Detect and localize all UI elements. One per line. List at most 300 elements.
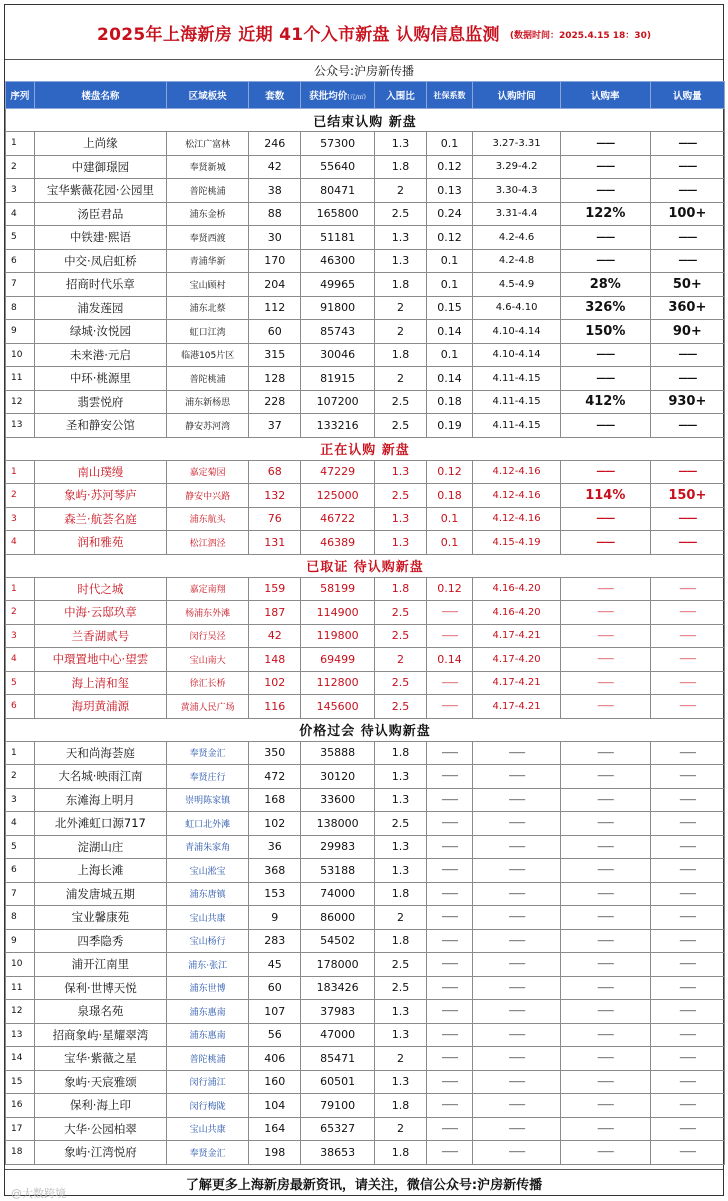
col-header-ratio: 入围比 <box>375 82 427 109</box>
cell-units: 116 <box>249 695 301 719</box>
cell-name: 四季隐秀 <box>34 929 166 953</box>
page-title: 2025年上海新房 近期 41个入市新盘 认购信息监测 <box>97 24 500 45</box>
cell-name: 保利·世博天悦 <box>34 976 166 1000</box>
cell-time: 4.11-4.15 <box>473 414 561 438</box>
table-row <box>6 367 725 391</box>
cell-units: 42 <box>249 155 301 179</box>
cell-seq: 15 <box>6 1070 35 1094</box>
cell-seq: 5 <box>6 835 35 859</box>
cell-seq: 11 <box>6 367 35 391</box>
cell-time: 3.31-4.4 <box>473 202 561 226</box>
cell-units: 472 <box>249 765 301 789</box>
cell-coef: —— <box>426 882 472 906</box>
cell-amount: —— <box>650 835 724 859</box>
table-row <box>6 671 725 695</box>
section-header-row <box>6 554 725 577</box>
cell-name: 时代之城 <box>34 577 166 601</box>
table-row <box>6 179 725 203</box>
price-header-label: 获批均价 <box>309 91 348 102</box>
cell-coef: —— <box>426 1047 472 1071</box>
cell-time: 4.17-4.20 <box>473 648 561 672</box>
table-row <box>6 1117 725 1141</box>
cell-name: 海玥黄浦源 <box>34 695 166 719</box>
cell-name: 象屿·天宸雅颂 <box>34 1070 166 1094</box>
cell-name: 宝华紫薇花园·公园里 <box>34 179 166 203</box>
cell-ratio: 1.3 <box>375 859 427 883</box>
section-title: 价格过会 待认购新盘 <box>6 718 725 741</box>
cell-coef: 0.12 <box>426 577 472 601</box>
cell-amount: —— <box>650 648 724 672</box>
cell-coef: —— <box>426 929 472 953</box>
cell-price: 38653 <box>301 1141 375 1165</box>
cell-ratio: 2 <box>375 179 427 203</box>
cell-time: —— <box>473 1000 561 1024</box>
cell-price: 85743 <box>301 320 375 344</box>
cell-price: 47229 <box>301 460 375 484</box>
table-row <box>6 648 725 672</box>
cell-district: 闵行吴泾 <box>166 624 249 648</box>
cell-rate: —— <box>560 460 650 484</box>
cell-coef: —— <box>426 953 472 977</box>
col-header-price <box>301 82 375 109</box>
cell-name: 中海·云邸玖章 <box>34 601 166 625</box>
cell-district: 浦东唐镇 <box>166 882 249 906</box>
cell-coef: 0.14 <box>426 367 472 391</box>
cell-seq: 6 <box>6 249 35 273</box>
cell-price: 35888 <box>301 741 375 765</box>
cell-units: 228 <box>249 390 301 414</box>
cell-price: 178000 <box>301 953 375 977</box>
table-row <box>6 812 725 836</box>
cell-amount: —— <box>650 671 724 695</box>
cell-seq: 3 <box>6 179 35 203</box>
cell-price: 114900 <box>301 601 375 625</box>
cell-seq: 9 <box>6 320 35 344</box>
cell-name: 招商象屿·星耀翠湾 <box>34 1023 166 1047</box>
cell-units: 148 <box>249 648 301 672</box>
table-row <box>6 976 725 1000</box>
cell-rate: 28% <box>560 273 650 297</box>
cell-ratio: 1.3 <box>375 1023 427 1047</box>
cell-rate: —— <box>560 367 650 391</box>
cell-units: 102 <box>249 812 301 836</box>
cell-rate: —— <box>560 179 650 203</box>
cell-name: 大名城·映雨江南 <box>34 765 166 789</box>
cell-name: 天和尚海荟庭 <box>34 741 166 765</box>
cell-time: —— <box>473 953 561 977</box>
cell-district: 嘉定菊园 <box>166 460 249 484</box>
cell-rate: —— <box>560 1047 650 1071</box>
cell-ratio: 1.8 <box>375 882 427 906</box>
table-row <box>6 155 725 179</box>
cell-ratio: 2.5 <box>375 976 427 1000</box>
cell-time: 3.29-4.2 <box>473 155 561 179</box>
section-title: 已结束认购 新盘 <box>6 109 725 132</box>
cell-coef: 0.12 <box>426 155 472 179</box>
cell-district: 宝山共康 <box>166 1117 249 1141</box>
cell-amount: 150+ <box>650 484 724 508</box>
cell-time: 4.11-4.15 <box>473 390 561 414</box>
cell-district: 浦东金桥 <box>166 202 249 226</box>
cell-time: 4.12-4.16 <box>473 460 561 484</box>
cell-price: 29983 <box>301 835 375 859</box>
cell-units: 45 <box>249 953 301 977</box>
cell-amount: —— <box>650 976 724 1000</box>
cell-district: 崇明陈家镇 <box>166 788 249 812</box>
cell-name: 润和雅苑 <box>34 531 166 555</box>
cell-district: 青浦华新 <box>166 249 249 273</box>
col-header-amount: 认购量 <box>650 82 724 109</box>
cell-price: 107200 <box>301 390 375 414</box>
cell-time: 4.11-4.15 <box>473 367 561 391</box>
cell-units: 246 <box>249 132 301 156</box>
cell-seq: 13 <box>6 414 35 438</box>
cell-rate: 412% <box>560 390 650 414</box>
cell-units: 128 <box>249 367 301 391</box>
cell-amount: —— <box>650 226 724 250</box>
table-row <box>6 390 725 414</box>
cell-price: 119800 <box>301 624 375 648</box>
cell-name: 东滩海上明月 <box>34 788 166 812</box>
cell-amount: —— <box>650 624 724 648</box>
cell-time: —— <box>473 929 561 953</box>
cell-time: —— <box>473 976 561 1000</box>
cell-seq: 3 <box>6 624 35 648</box>
col-header-name: 楼盘名称 <box>34 82 166 109</box>
table-row <box>6 202 725 226</box>
table-row <box>6 249 725 273</box>
cell-units: 198 <box>249 1141 301 1165</box>
col-header-coef: 社保系数 <box>426 82 472 109</box>
cell-name: 宝华·紫薇之星 <box>34 1047 166 1071</box>
cell-amount: —— <box>650 1117 724 1141</box>
cell-price: 69499 <box>301 648 375 672</box>
cell-name: 中交·凤启虹桥 <box>34 249 166 273</box>
cell-name: 圣和静安公馆 <box>34 414 166 438</box>
cell-time: —— <box>473 1070 561 1094</box>
cell-name: 上海长滩 <box>34 859 166 883</box>
cell-coef: —— <box>426 1000 472 1024</box>
cell-units: 56 <box>249 1023 301 1047</box>
cell-seq: 4 <box>6 648 35 672</box>
cell-units: 9 <box>249 906 301 930</box>
cell-price: 57300 <box>301 132 375 156</box>
table-row <box>6 460 725 484</box>
cell-amount: —— <box>650 788 724 812</box>
table-row <box>6 273 725 297</box>
table-row <box>6 788 725 812</box>
cell-rate: —— <box>560 414 650 438</box>
cell-rate: 122% <box>560 202 650 226</box>
cell-units: 104 <box>249 1094 301 1118</box>
cell-district: 宝山淞宝 <box>166 859 249 883</box>
cell-district: 奉贤庄行 <box>166 765 249 789</box>
title-bar <box>5 5 723 59</box>
cell-ratio: 1.8 <box>375 577 427 601</box>
cell-ratio: 2.5 <box>375 601 427 625</box>
cell-ratio: 2.5 <box>375 202 427 226</box>
cell-rate: —— <box>560 624 650 648</box>
cell-seq: 12 <box>6 390 35 414</box>
cell-seq: 2 <box>6 765 35 789</box>
cell-ratio: 1.8 <box>375 273 427 297</box>
cell-name: 上尚缘 <box>34 132 166 156</box>
cell-units: 406 <box>249 1047 301 1071</box>
cell-rate: —— <box>560 906 650 930</box>
cell-name: 未来港·元启 <box>34 343 166 367</box>
cell-ratio: 1.3 <box>375 531 427 555</box>
cell-units: 37 <box>249 414 301 438</box>
cell-amount: —— <box>650 179 724 203</box>
cell-rate: 114% <box>560 484 650 508</box>
cell-rate: —— <box>560 859 650 883</box>
cell-amount: —— <box>650 414 724 438</box>
cell-coef: 0.13 <box>426 179 472 203</box>
cell-seq: 13 <box>6 1023 35 1047</box>
cell-time: 4.17-4.21 <box>473 671 561 695</box>
cell-price: 30120 <box>301 765 375 789</box>
cell-ratio: 1.8 <box>375 155 427 179</box>
cell-time: 4.6-4.10 <box>473 296 561 320</box>
cell-amount: —— <box>650 132 724 156</box>
cell-coef: —— <box>426 1023 472 1047</box>
cell-time: 3.30-4.3 <box>473 179 561 203</box>
cell-time: —— <box>473 788 561 812</box>
cell-district: 奉贤西渡 <box>166 226 249 250</box>
cell-coef: 0.12 <box>426 226 472 250</box>
cell-district: 宝山顾村 <box>166 273 249 297</box>
section-header-row <box>6 718 725 741</box>
cell-seq: 12 <box>6 1000 35 1024</box>
cell-rate: —— <box>560 577 650 601</box>
cell-amount: —— <box>650 460 724 484</box>
cell-time: —— <box>473 741 561 765</box>
cell-units: 204 <box>249 273 301 297</box>
cell-ratio: 1.3 <box>375 765 427 789</box>
cell-price: 55640 <box>301 155 375 179</box>
cell-rate: —— <box>560 601 650 625</box>
col-header-units: 套数 <box>249 82 301 109</box>
cell-name: 中环·桃源里 <box>34 367 166 391</box>
table-row <box>6 226 725 250</box>
cell-units: 368 <box>249 859 301 883</box>
cell-seq: 2 <box>6 601 35 625</box>
cell-district: 浦东惠南 <box>166 1023 249 1047</box>
cell-rate: —— <box>560 155 650 179</box>
cell-name: 汤臣君品 <box>34 202 166 226</box>
cell-seq: 5 <box>6 671 35 695</box>
cell-district: 静安中兴路 <box>166 484 249 508</box>
cell-coef: 0.14 <box>426 320 472 344</box>
cell-units: 38 <box>249 179 301 203</box>
cell-time: 4.2-4.6 <box>473 226 561 250</box>
cell-rate: —— <box>560 648 650 672</box>
cell-ratio: 1.3 <box>375 788 427 812</box>
cell-units: 42 <box>249 624 301 648</box>
cell-district: 闵行浦江 <box>166 1070 249 1094</box>
cell-price: 91800 <box>301 296 375 320</box>
cell-time: 4.5-4.9 <box>473 273 561 297</box>
cell-rate: —— <box>560 812 650 836</box>
cell-price: 183426 <box>301 976 375 1000</box>
cell-coef: —— <box>426 788 472 812</box>
cell-price: 79100 <box>301 1094 375 1118</box>
cell-ratio: 1.3 <box>375 249 427 273</box>
cell-rate: —— <box>560 671 650 695</box>
listing-table <box>5 81 725 1165</box>
cell-name: 象屿·江湾悦府 <box>34 1141 166 1165</box>
table-row <box>6 1047 725 1071</box>
cell-amount: —— <box>650 882 724 906</box>
cell-amount: —— <box>650 906 724 930</box>
cell-seq: 3 <box>6 788 35 812</box>
cell-time: 4.17-4.21 <box>473 695 561 719</box>
cell-units: 132 <box>249 484 301 508</box>
table-row <box>6 929 725 953</box>
cell-seq: 4 <box>6 202 35 226</box>
cell-rate: 150% <box>560 320 650 344</box>
cell-units: 164 <box>249 1117 301 1141</box>
cell-name: 浦发唐城五期 <box>34 882 166 906</box>
cell-rate: —— <box>560 929 650 953</box>
cell-name: 浦开江南里 <box>34 953 166 977</box>
cell-ratio: 1.3 <box>375 1000 427 1024</box>
cell-seq: 4 <box>6 531 35 555</box>
cell-price: 46300 <box>301 249 375 273</box>
cell-time: —— <box>473 859 561 883</box>
cell-rate: —— <box>560 1141 650 1165</box>
section-title: 正在认购 新盘 <box>6 437 725 460</box>
table-row <box>6 601 725 625</box>
col-header-seq: 序列 <box>6 82 35 109</box>
section-title: 已取证 待认购新盘 <box>6 554 725 577</box>
cell-seq: 5 <box>6 226 35 250</box>
cell-coef: 0.1 <box>426 531 472 555</box>
cell-coef: —— <box>426 976 472 1000</box>
cell-seq: 1 <box>6 132 35 156</box>
cell-district: 虹口江湾 <box>166 320 249 344</box>
cell-rate: —— <box>560 343 650 367</box>
cell-time: —— <box>473 1047 561 1071</box>
cell-ratio: 1.3 <box>375 835 427 859</box>
table-row <box>6 741 725 765</box>
cell-district: 宝山南大 <box>166 648 249 672</box>
cell-units: 170 <box>249 249 301 273</box>
cell-time: 4.15-4.19 <box>473 531 561 555</box>
cell-ratio: 1.3 <box>375 226 427 250</box>
cell-units: 131 <box>249 531 301 555</box>
cell-amount: 930+ <box>650 390 724 414</box>
cell-seq: 8 <box>6 296 35 320</box>
cell-price: 49965 <box>301 273 375 297</box>
cell-amount: —— <box>650 765 724 789</box>
cell-price: 112800 <box>301 671 375 695</box>
cell-name: 淀湖山庄 <box>34 835 166 859</box>
account-label: 公众号:沪房新传播 <box>5 59 723 81</box>
cell-amount: —— <box>650 953 724 977</box>
cell-time: —— <box>473 1141 561 1165</box>
cell-district: 杨浦东外滩 <box>166 601 249 625</box>
cell-rate: —— <box>560 507 650 531</box>
cell-coef: 0.24 <box>426 202 472 226</box>
cell-ratio: 1.3 <box>375 460 427 484</box>
watermark: @大数跨境 <box>11 1187 66 1200</box>
cell-name: 象屿·苏河琴庐 <box>34 484 166 508</box>
cell-rate: —— <box>560 835 650 859</box>
cell-coef: —— <box>426 741 472 765</box>
cell-district: 普陀桃浦 <box>166 1047 249 1071</box>
cell-rate: —— <box>560 1094 650 1118</box>
col-header-district: 区域板块 <box>166 82 249 109</box>
cell-amount: —— <box>650 531 724 555</box>
cell-ratio: 2 <box>375 1047 427 1071</box>
cell-name: 北外滩虹口源717 <box>34 812 166 836</box>
cell-ratio: 2.5 <box>375 671 427 695</box>
cell-rate: 326% <box>560 296 650 320</box>
cell-amount: —— <box>650 507 724 531</box>
cell-seq: 3 <box>6 507 35 531</box>
cell-name: 泉璟名苑 <box>34 1000 166 1024</box>
cell-price: 58199 <box>301 577 375 601</box>
cell-amount: 50+ <box>650 273 724 297</box>
cell-name: 南山璞缦 <box>34 460 166 484</box>
data-timestamp: (数据时间：2025.4.15 18：30) <box>509 30 651 41</box>
cell-seq: 8 <box>6 906 35 930</box>
cell-district: 普陀桃浦 <box>166 367 249 391</box>
cell-district: 临港105片区 <box>166 343 249 367</box>
cell-seq: 2 <box>6 484 35 508</box>
cell-ratio: 2.5 <box>375 484 427 508</box>
cell-units: 36 <box>249 835 301 859</box>
cell-time: 3.27-3.31 <box>473 132 561 156</box>
cell-rate: —— <box>560 249 650 273</box>
cell-amount: —— <box>650 155 724 179</box>
cell-price: 74000 <box>301 882 375 906</box>
cell-coef: 0.15 <box>426 296 472 320</box>
cell-district: 浦东北蔡 <box>166 296 249 320</box>
table-row <box>6 1141 725 1165</box>
cell-seq: 10 <box>6 953 35 977</box>
cell-price: 54502 <box>301 929 375 953</box>
cell-price: 51181 <box>301 226 375 250</box>
table-row <box>6 882 725 906</box>
cell-district: 松江广富林 <box>166 132 249 156</box>
cell-amount: —— <box>650 859 724 883</box>
cell-amount: —— <box>650 929 724 953</box>
table-row <box>6 531 725 555</box>
table-row <box>6 624 725 648</box>
cell-district: 奉贤金汇 <box>166 741 249 765</box>
cell-ratio: 1.8 <box>375 1094 427 1118</box>
cell-units: 153 <box>249 882 301 906</box>
cell-ratio: 2 <box>375 320 427 344</box>
cell-rate: —— <box>560 531 650 555</box>
cell-ratio: 2 <box>375 296 427 320</box>
cell-coef: —— <box>426 835 472 859</box>
cell-units: 88 <box>249 202 301 226</box>
cell-rate: —— <box>560 788 650 812</box>
cell-rate: —— <box>560 1023 650 1047</box>
cell-amount: —— <box>650 249 724 273</box>
cell-coef: —— <box>426 624 472 648</box>
cell-district: 奉贤新城 <box>166 155 249 179</box>
cell-time: —— <box>473 1023 561 1047</box>
cell-price: 80471 <box>301 179 375 203</box>
cell-ratio: 2.5 <box>375 812 427 836</box>
cell-ratio: 1.8 <box>375 343 427 367</box>
table-row <box>6 765 725 789</box>
cell-coef: 0.14 <box>426 648 472 672</box>
